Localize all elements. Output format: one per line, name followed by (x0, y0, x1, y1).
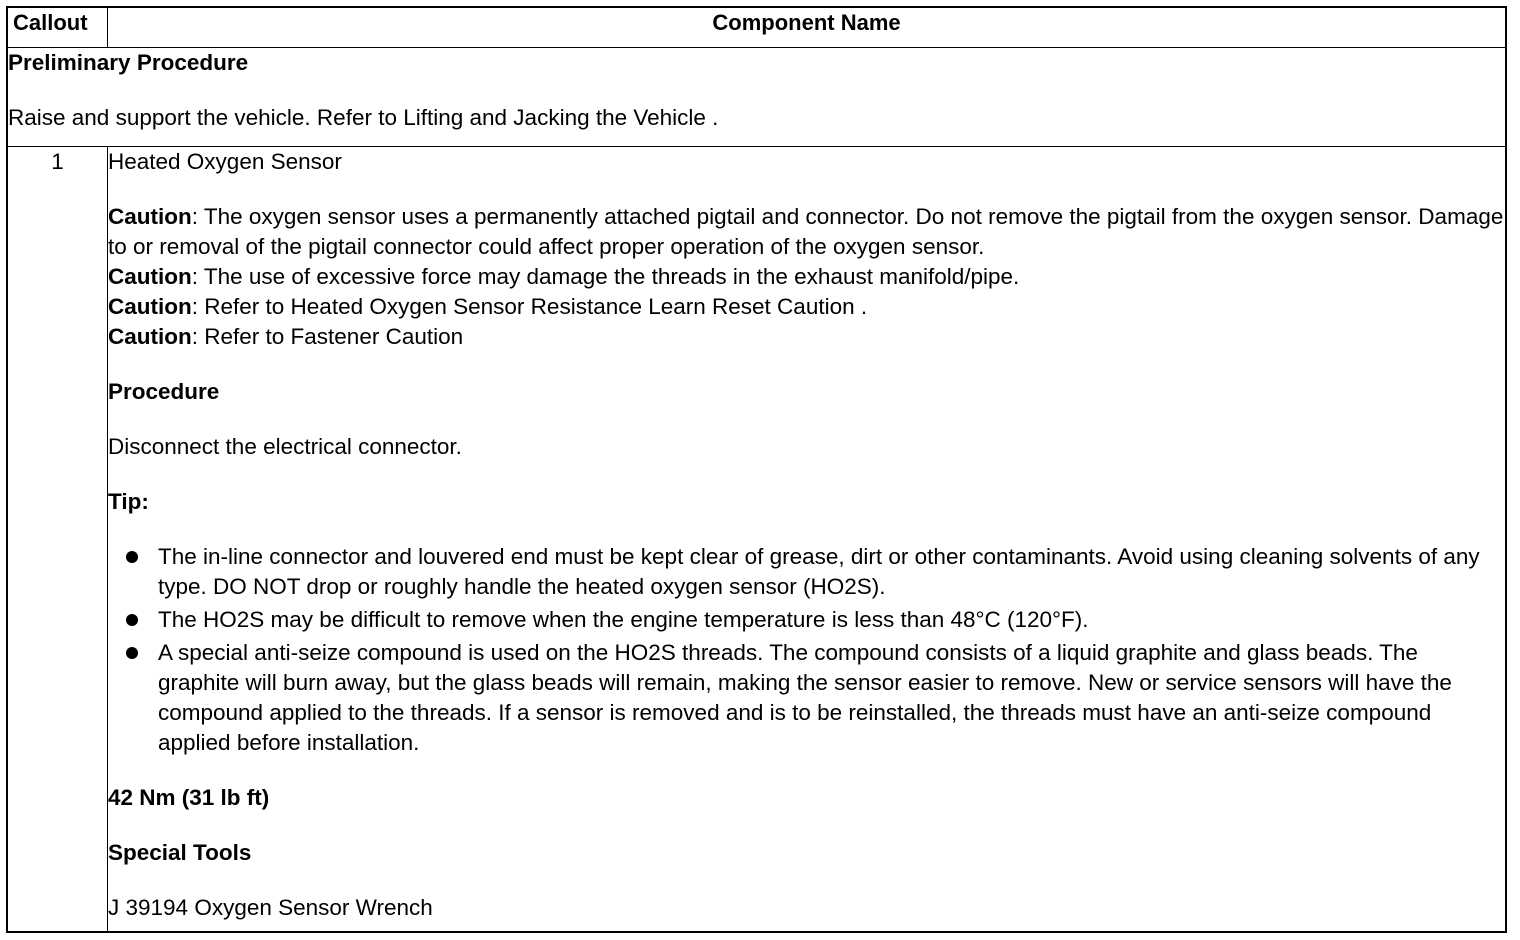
tip-3-text: A special anti-seize compound is used on the HO2S threads. The compound consists of a liquid graphite and glass beads. The graphite will burn away, but the glass beads will remain, making the sensor easier to remove. New or service sensors will have the compound applied to the threads. If a sensor is removed and is to be reinstalled, the threads must have an anti-seize compound applied before installation. (158, 640, 1452, 755)
caution-3 (108, 292, 1505, 322)
callout-column-header: Callout (8, 8, 108, 48)
caution-1-text: : The oxygen sensor uses a permanently attached pigtail and connector. Do not remove the pigtail from the oxygen sensor. Damage to or removal of the pigtail connector could affect proper operation of the oxygen sensor. (108, 204, 1504, 259)
caution-label: Caution (108, 324, 192, 349)
caution-1 (108, 202, 1505, 262)
preliminary-row (8, 48, 1505, 147)
procedure-table (8, 8, 1505, 931)
procedure-heading (108, 377, 1505, 407)
bullet-icon (126, 614, 138, 626)
tip-1-text: The in-line connector and louvered end must be kept clear of grease, dirt or other contaminants. Avoid using cleaning solvents of any type. DO NOT drop or roughly handle the heated oxygen sensor (HO2S). (158, 544, 1480, 599)
caution-3-text: : Refer to Heated Oxygen Sensor Resistance Learn Reset Caution . (191, 294, 868, 319)
caution-label: Caution (108, 204, 192, 229)
tip-list (108, 542, 1505, 758)
special-tools-title: Special Tools (108, 840, 252, 865)
torque-value: 42 Nm (31 lb ft) (108, 785, 270, 810)
preliminary-cell (8, 48, 1505, 147)
caution-4-text: : Refer to Fastener Caution (191, 324, 464, 349)
procedure-sheet (6, 6, 1507, 933)
tip-heading (108, 487, 1505, 517)
tip-title: Tip: (108, 489, 149, 514)
component-name: Heated Oxygen Sensor (108, 149, 342, 174)
torque-spec (108, 783, 1505, 813)
callout-number: 1 (8, 147, 108, 932)
component-name-column-header: Component Name (108, 8, 1506, 48)
table-row (8, 147, 1505, 932)
caution-label: Caution (108, 264, 192, 289)
special-tool: J 39194 Oxygen Sensor Wrench (108, 895, 433, 920)
tip-2-text: The HO2S may be difficult to remove when the engine temperature is less than 48°C (120°F). (158, 607, 1089, 632)
caution-2-text: : The use of excessive force may damage the threads in the exhaust manifold/pipe. (191, 264, 1020, 289)
bullet-icon (126, 551, 138, 563)
bullet-icon (126, 647, 138, 659)
special-tools-heading (108, 838, 1505, 868)
caution-2 (108, 262, 1505, 292)
preliminary-text: Raise and support the vehicle. Refer to Lifting and Jacking the Vehicle . (8, 105, 719, 130)
list-item (108, 605, 1505, 635)
procedure-step: Disconnect the electrical connector. (108, 434, 462, 459)
caution-label: Caution (108, 294, 192, 319)
preliminary-title: Preliminary Procedure (8, 50, 249, 75)
header-row (8, 8, 1505, 48)
procedure-title: Procedure (108, 379, 220, 404)
list-item (108, 542, 1505, 602)
component-cell (108, 147, 1506, 932)
caution-4 (108, 322, 1505, 352)
list-item (108, 638, 1505, 758)
